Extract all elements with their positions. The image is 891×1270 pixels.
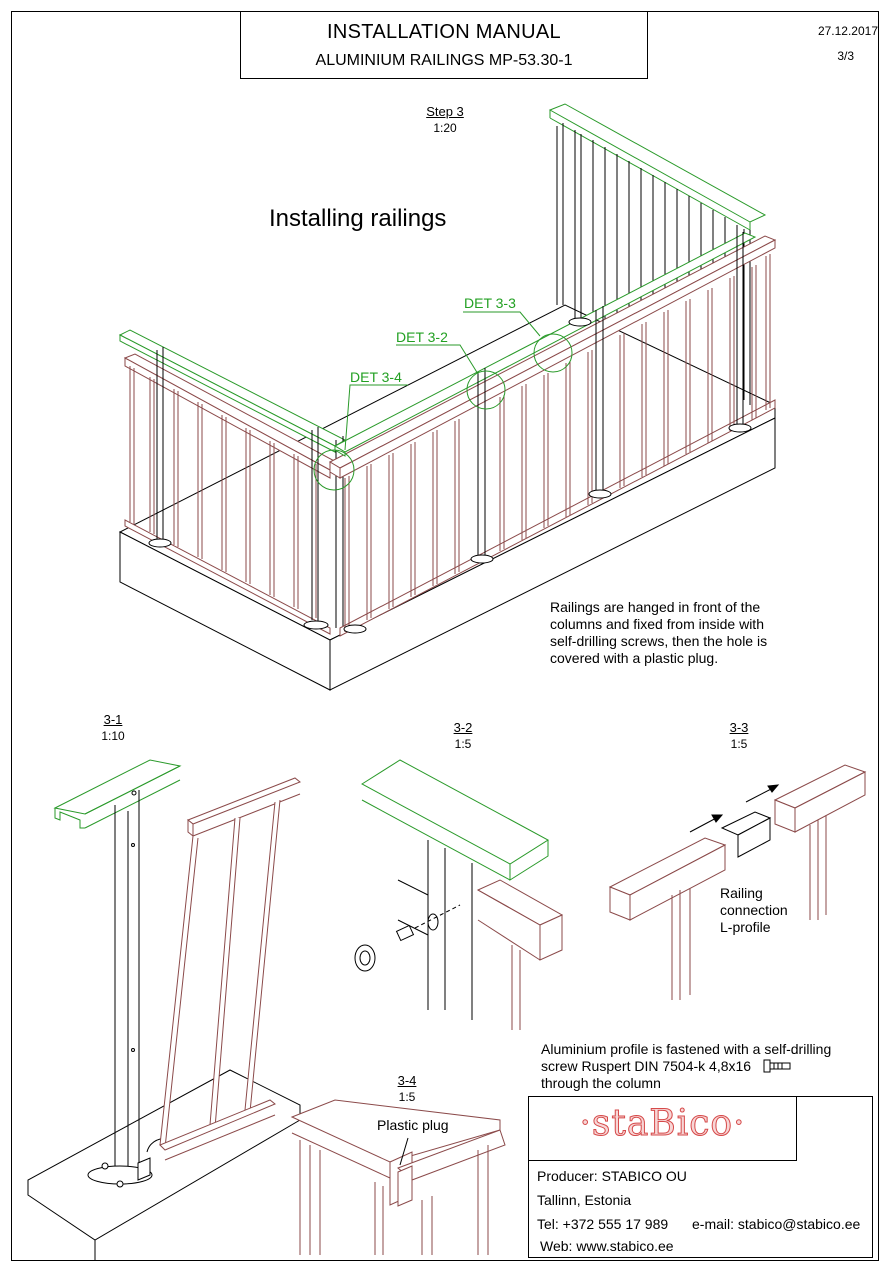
manual-title: INSTALLATION MANUAL	[327, 21, 561, 43]
fastening-line: through the column	[541, 1075, 661, 1091]
detail-3-4-scale: 1:5	[398, 1090, 416, 1104]
connection-line: L-profile	[720, 919, 771, 935]
note-line: Railings are hanged in front of the	[550, 599, 761, 615]
step-label: Step 3	[426, 104, 464, 119]
producer-web: Web: www.stabico.ee	[540, 1238, 674, 1254]
note-line: covered with a plastic plug.	[550, 650, 719, 666]
connection-line: connection	[720, 902, 788, 918]
detail-3-4-label: 3-4	[397, 1073, 417, 1088]
producer-name: Producer: STABICO OU	[537, 1168, 687, 1184]
detail-3-2-drawing	[355, 760, 562, 1030]
producer-city: Tallinn, Estonia	[537, 1192, 632, 1208]
detail-3-3-drawing	[610, 765, 865, 1000]
detail-3-1-scale: 1:10	[101, 729, 125, 743]
fastening-note	[541, 1041, 871, 1092]
connection-line: Railing	[720, 885, 763, 901]
stabico-logo: ·staBico·	[579, 1103, 746, 1144]
note-line: self-drilling screws, then the hole is	[550, 633, 768, 649]
detail-3-2-label: 3-2	[453, 720, 473, 735]
callout-det-3-2: DET 3-2	[396, 329, 448, 345]
producer-email: e-mail: stabico@stabico.ee	[692, 1216, 861, 1232]
product-name: ALUMINIUM RAILINGS MP-53.30-1	[315, 52, 573, 69]
callout-det-3-3: DET 3-3	[464, 295, 516, 311]
detail-3-3-label: 3-3	[729, 720, 749, 735]
fastening-line: screw Ruspert DIN 7504-k 4,8x16	[541, 1058, 752, 1074]
plastic-plug-label: Plastic plug	[377, 1117, 449, 1133]
connection-label	[720, 885, 788, 936]
step-scale: 1:20	[433, 121, 457, 135]
producer-tel: Tel: +372 555 17 989	[537, 1216, 669, 1232]
callout-det-3-4: DET 3-4	[350, 369, 402, 385]
document-date: 27.12.2017	[817, 24, 878, 38]
fastening-line: Aluminium profile is fastened with a self-drilling	[541, 1041, 832, 1057]
detail-3-1-label: 3-1	[103, 712, 123, 727]
detail-3-1-panel	[160, 778, 300, 1160]
page-number: 3/3	[837, 49, 854, 63]
detail-3-2-scale: 1:5	[454, 737, 472, 751]
section-heading: Installing railings	[269, 205, 447, 232]
detail-3-3-scale: 1:5	[730, 737, 748, 751]
note-line: columns and fixed from inside with	[550, 616, 764, 632]
